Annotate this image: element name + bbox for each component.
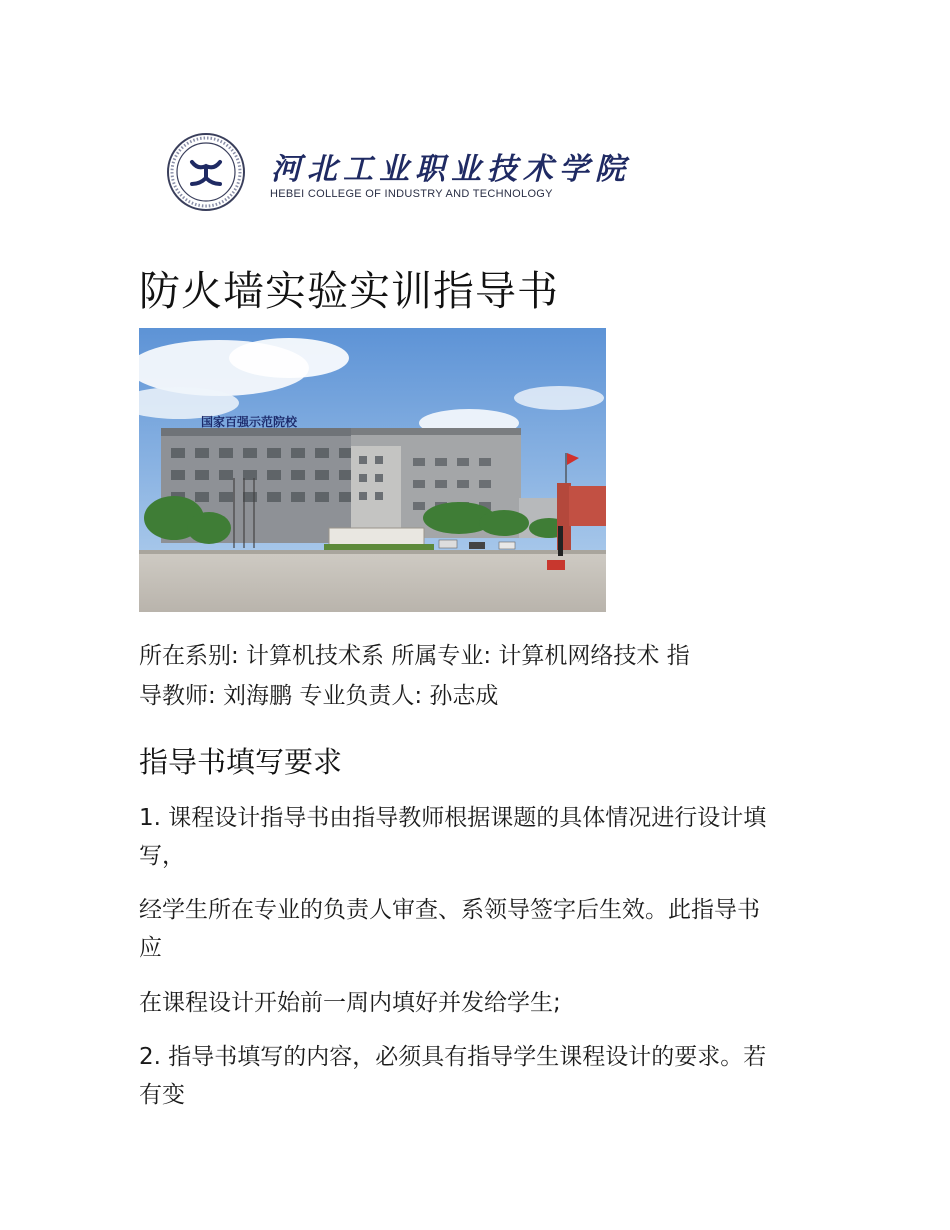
paragraph-line: 写，	[139, 843, 185, 869]
college-logo	[166, 132, 631, 216]
paragraph-line: 在课程设计开始前一周内填好并发给学生;	[139, 990, 561, 1016]
document-title: 防火墙实验实训指导书	[139, 267, 559, 315]
paragraph-line: 2. 指导书填写的内容，必须具有指导学生课程设计的要求。若	[139, 1044, 767, 1070]
meta-line-2: 导教师: 刘海鹏 专业负责人: 孙志成	[139, 683, 499, 709]
building-sign-text: 国家百强示范院校	[201, 415, 298, 429]
section-heading: 指导书填写要求	[139, 745, 343, 779]
logo-chinese-name: 河北工业职业技术学院	[271, 152, 631, 187]
logo-english-name: HEBEI COLLEGE OF INDUSTRY AND TECHNOLOGY	[270, 188, 553, 200]
paragraph-line: 应	[139, 935, 162, 961]
paragraph-line: 经学生所在专业的负责人审查、系领导签字后生效。此指导书	[139, 897, 760, 923]
paragraph-line: 有变	[139, 1082, 185, 1108]
campus-photo	[139, 328, 606, 612]
campus-photo-illustration	[139, 328, 606, 612]
meta-line-1: 所在系别: 计算机技术系 所属专业: 计算机网络技术 指	[139, 643, 690, 669]
paragraph-line: 1. 课程设计指导书由指导教师根据课题的具体情况进行设计填	[139, 805, 767, 831]
college-seal-icon	[166, 132, 246, 212]
